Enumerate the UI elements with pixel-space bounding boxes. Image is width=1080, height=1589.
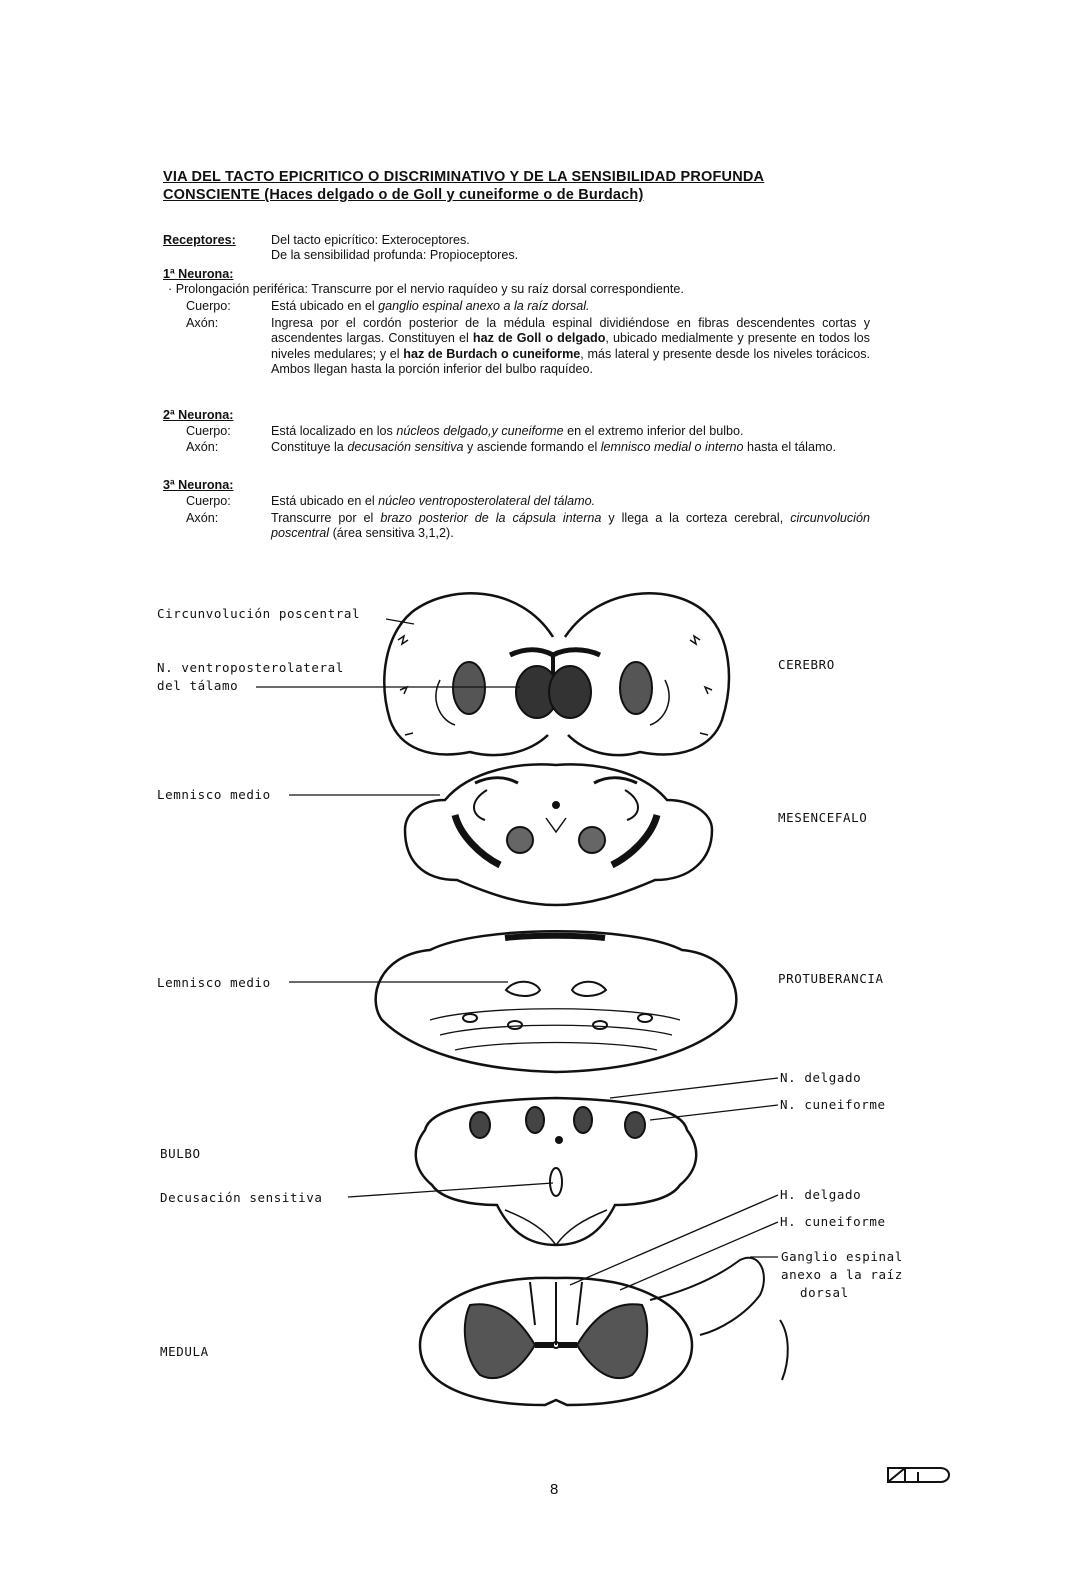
neurona2-cuerpo-text: Está localizado en los núcleos delgado,y cuneiforme en el extremo inferior del bulbo.	[271, 424, 744, 438]
lentiform-left	[453, 662, 485, 714]
title-line-2: CONSCIENTE (Haces delgado o de Goll y cuneiforme o de Burdach)	[163, 187, 644, 203]
neurona3-cuerpo-label: Cuerpo:	[186, 494, 231, 508]
neurona3-cuerpo-text: Está ubicado en el núcleo ventroposterolateral del tálamo.	[271, 494, 596, 508]
nucleus-gracilis-left	[526, 1107, 544, 1133]
label-nvpl-line1: N. ventroposterolateral	[157, 660, 344, 675]
neurona2-axon-text: Constituye la decusación sensitiva y asciende formando el lemnisco medial o interno hasta el tálamo.	[271, 440, 836, 454]
thalamus-right	[549, 666, 591, 718]
red-nucleus-left	[507, 827, 533, 853]
nucleus-cuneatus-right	[625, 1112, 645, 1138]
label-cerebro: CEREBRO	[778, 657, 835, 672]
label-h-cuneiforme: H. cuneiforme	[780, 1214, 886, 1229]
label-h-delgado: H. delgado	[780, 1187, 862, 1202]
lentiform-right	[620, 662, 652, 714]
neurona2-cuerpo-label: Cuerpo:	[186, 424, 231, 438]
label-protuberancia: PROTUBERANCIA	[778, 971, 884, 986]
logo-mark	[888, 1468, 949, 1482]
page-number: 8	[550, 1481, 559, 1498]
label-ganglio-line3: dorsal	[800, 1285, 849, 1300]
neurona2-heading: 2ª Neurona:	[163, 408, 234, 422]
label-lemnisco-1: Lemnisco medio	[157, 787, 271, 802]
neurona1-axon-label: Axón:	[186, 316, 219, 330]
nucleus-cuneatus-left	[470, 1112, 490, 1138]
spinal-cord-section	[420, 1258, 788, 1405]
receptores-line-1: Del tacto epicrítico: Exteroceptores.	[271, 233, 470, 247]
label-decusacion: Decusación sensitiva	[160, 1190, 323, 1205]
label-ganglio-line1: Ganglio espinal	[781, 1249, 903, 1264]
receptores-label: Receptores:	[163, 233, 236, 247]
label-n-delgado: N. delgado	[780, 1070, 862, 1085]
neurona1-prolongacion: · Prolongación periférica: Transcurre por el nervio raquídeo y su raíz dorsal correspondiente.	[168, 282, 684, 296]
cerebrum-section	[384, 593, 729, 755]
label-ganglio-line2: anexo a la raíz	[781, 1267, 903, 1282]
red-nucleus-right	[579, 827, 605, 853]
neurona1-cuerpo-label: Cuerpo:	[186, 299, 231, 313]
nucleus-gracilis-right	[574, 1107, 592, 1133]
neurona3-axon-text: Transcurre por el brazo posterior de la cápsula interna y llega a la corteza cerebral, circunvolución poscentral (área sensitiva 3,1,2).	[271, 511, 870, 541]
label-mesencefalo: MESENCEFALO	[778, 810, 868, 825]
midbrain-section	[405, 764, 712, 905]
neurona1-cuerpo-text: Está ubicado en el ganglio espinal anexo a la raíz dorsal.	[271, 299, 590, 313]
label-circunvolucion: Circunvolución poscentral	[157, 606, 361, 621]
pons-section	[376, 931, 737, 1072]
title-line-1: VIA DEL TACTO EPICRITICO O DISCRIMINATIVO Y DE LA SENSIBILIDAD PROFUNDA	[163, 169, 765, 185]
neurona3-heading: 3ª Neurona:	[163, 478, 234, 492]
label-lemnisco-2: Lemnisco medio	[157, 975, 271, 990]
label-n-cuneiforme: N. cuneiforme	[780, 1097, 886, 1112]
neurona1-heading: 1ª Neurona:	[163, 267, 234, 281]
neurona2-axon-label: Axón:	[186, 440, 219, 454]
receptores-line-2: De la sensibilidad profunda: Propioceptores.	[271, 248, 519, 262]
neurona1-axon-text: Ingresa por el cordón posterior de la médula espinal dividiéndose en fibras descendentes cortas y ascendentes largas. Constituyen el haz de Goll o delgado, ubicado medialmente y presente en todos los niveles medulares; y el haz de Burdach o cuneiforme, más lateral y presente desde los niveles torácicos. Ambos llegan hasta la porción inferior del bulbo raquídeo.	[271, 316, 870, 377]
label-medula: MEDULA	[160, 1344, 209, 1359]
label-nvpl-line2: del tálamo	[157, 678, 239, 693]
neurona3-axon-label: Axón:	[186, 511, 219, 525]
label-bulbo: BULBO	[160, 1146, 201, 1161]
